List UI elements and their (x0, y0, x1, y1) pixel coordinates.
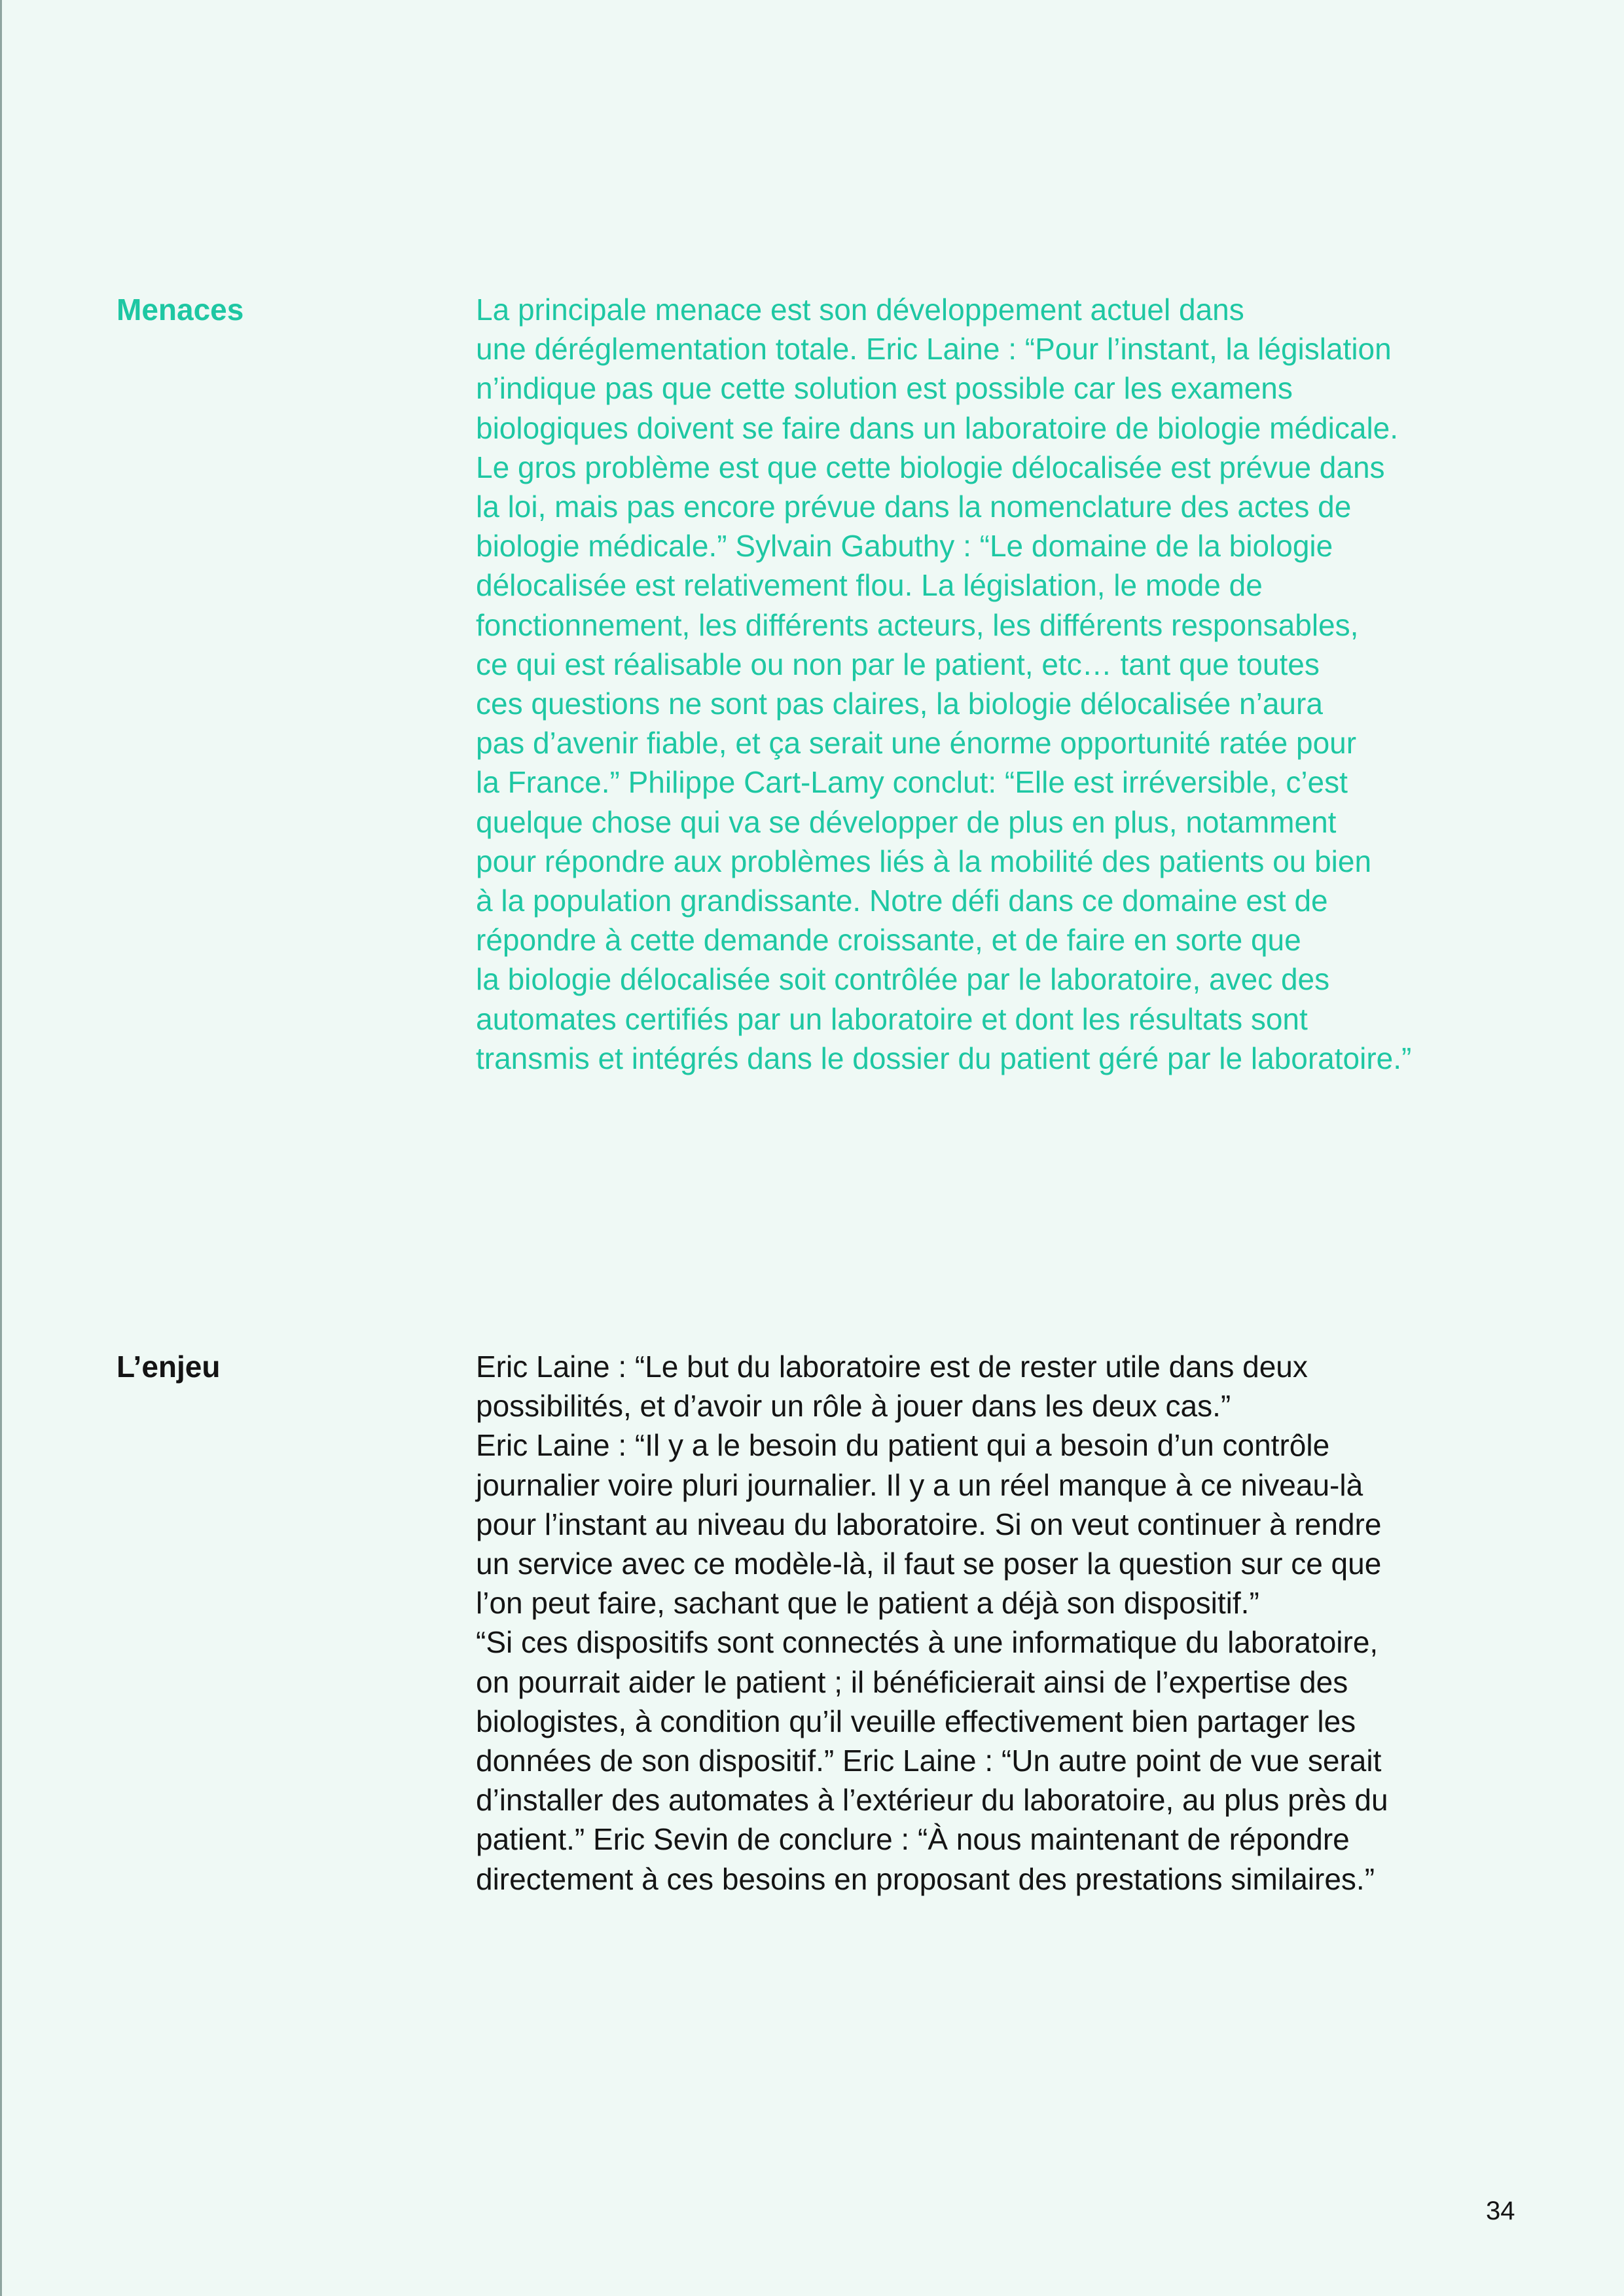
paragraph-line: répondre à cette demande croissante, et de faire en sorte que (476, 923, 1301, 958)
paragraph-line: possibilités, et d’avoir un rôle à jouer dans les deux cas.” (476, 1389, 1231, 1424)
section-body-menaces (476, 290, 1556, 1078)
paragraph-line: un service avec ce modèle-là, il faut se poser la question sur ce que (476, 1547, 1382, 1581)
paragraph-line: biologiques doivent se faire dans un laboratoire de biologie médicale. (476, 410, 1399, 445)
paragraph-line: à la population grandissante. Notre défi dans ce domaine est de (476, 884, 1328, 918)
paragraph-line: Eric Laine : “Il y a le besoin du patient qui a besoin d’un contrôle (476, 1428, 1330, 1463)
paragraph-line: ce qui est réalisable ou non par le patient, etc… tant que toutes (476, 647, 1320, 681)
page-edge-rule (0, 0, 2, 2296)
paragraph-line: la France.” Philippe Cart-Lamy conclut: “Elle est irréversible, c’est (476, 765, 1348, 800)
paragraph-line: journalier voire pluri journalier. Il y a un réel manque à ce niveau-là (476, 1467, 1363, 1502)
paragraph-line: la biologie délocalisée soit contrôlée par le laboratoire, avec des (476, 962, 1330, 997)
paragraph-line: pour l’instant au niveau du laboratoire. Si on veut continuer à rendre (476, 1507, 1382, 1541)
paragraph-line: transmis et intégrés dans le dossier du patient géré par le laboratoire.” (476, 1041, 1412, 1075)
section-heading-menaces: Menaces (117, 293, 244, 327)
paragraph-line: La principale menace est son développement actuel dans (476, 293, 1244, 327)
paragraph-line: automates certifiés par un laboratoire et dont les résultats sont (476, 1001, 1308, 1036)
paragraph-line: pas d’avenir fiable, et ça serait une énorme opportunité ratée pour (476, 726, 1357, 761)
paragraph-line: biologistes, à condition qu’il veuille effectivement bien partager les (476, 1704, 1356, 1738)
paragraph-line: “Si ces dispositifs sont connectés à une informatique du laboratoire, (476, 1625, 1379, 1660)
paragraph-line: d’installer des automates à l’extérieur du laboratoire, au plus près du (476, 1783, 1388, 1818)
paragraph-line: délocalisée est relativement flou. La législation, le mode de (476, 568, 1263, 603)
section-body-enjeu (476, 1347, 1556, 1899)
paragraph-line: directement à ces besoins en proposant des prestations similaires.” (476, 1861, 1375, 1896)
paragraph-line: l’on peut faire, sachant que le patient a déjà son dispositif.” (476, 1586, 1259, 1621)
paragraph-line: Le gros problème est que cette biologie délocalisée est prévue dans (476, 450, 1385, 484)
paragraph-line: quelque chose qui va se développer de plus en plus, notamment (476, 804, 1337, 839)
paragraph-line: une déréglementation totale. Eric Laine : “Pour l’instant, la législation (476, 332, 1392, 367)
paragraph-line: pour répondre aux problèmes liés à la mobilité des patients ou bien (476, 844, 1372, 878)
paragraph-line: données de son dispositif.” Eric Laine : “Un autre point de vue serait (476, 1744, 1382, 1778)
paragraph-line: biologie médicale.” Sylvain Gabuthy : “Le domaine de la biologie (476, 529, 1333, 564)
paragraph-line: fonctionnement, les différents acteurs, les différents responsables, (476, 607, 1359, 642)
paragraph-line: n’indique pas que cette solution est possible car les examens (476, 371, 1293, 406)
paragraph-line: patient.” Eric Sevin de conclure : “À nous maintenant de répondre (476, 1822, 1350, 1857)
paragraph-line: la loi, mais pas encore prévue dans la nomenclature des actes de (476, 490, 1352, 524)
paragraph-line: ces questions ne sont pas claires, la biologie délocalisée n’aura (476, 687, 1323, 721)
section-heading-enjeu: L’enjeu (117, 1350, 221, 1384)
paragraph-line: Eric Laine : “Le but du laboratoire est de rester utile dans deux (476, 1350, 1308, 1384)
paragraph-line: on pourrait aider le patient ; il bénéficierait ainsi de l’expertise des (476, 1664, 1348, 1699)
page-number: 34 (1486, 2197, 1515, 2225)
